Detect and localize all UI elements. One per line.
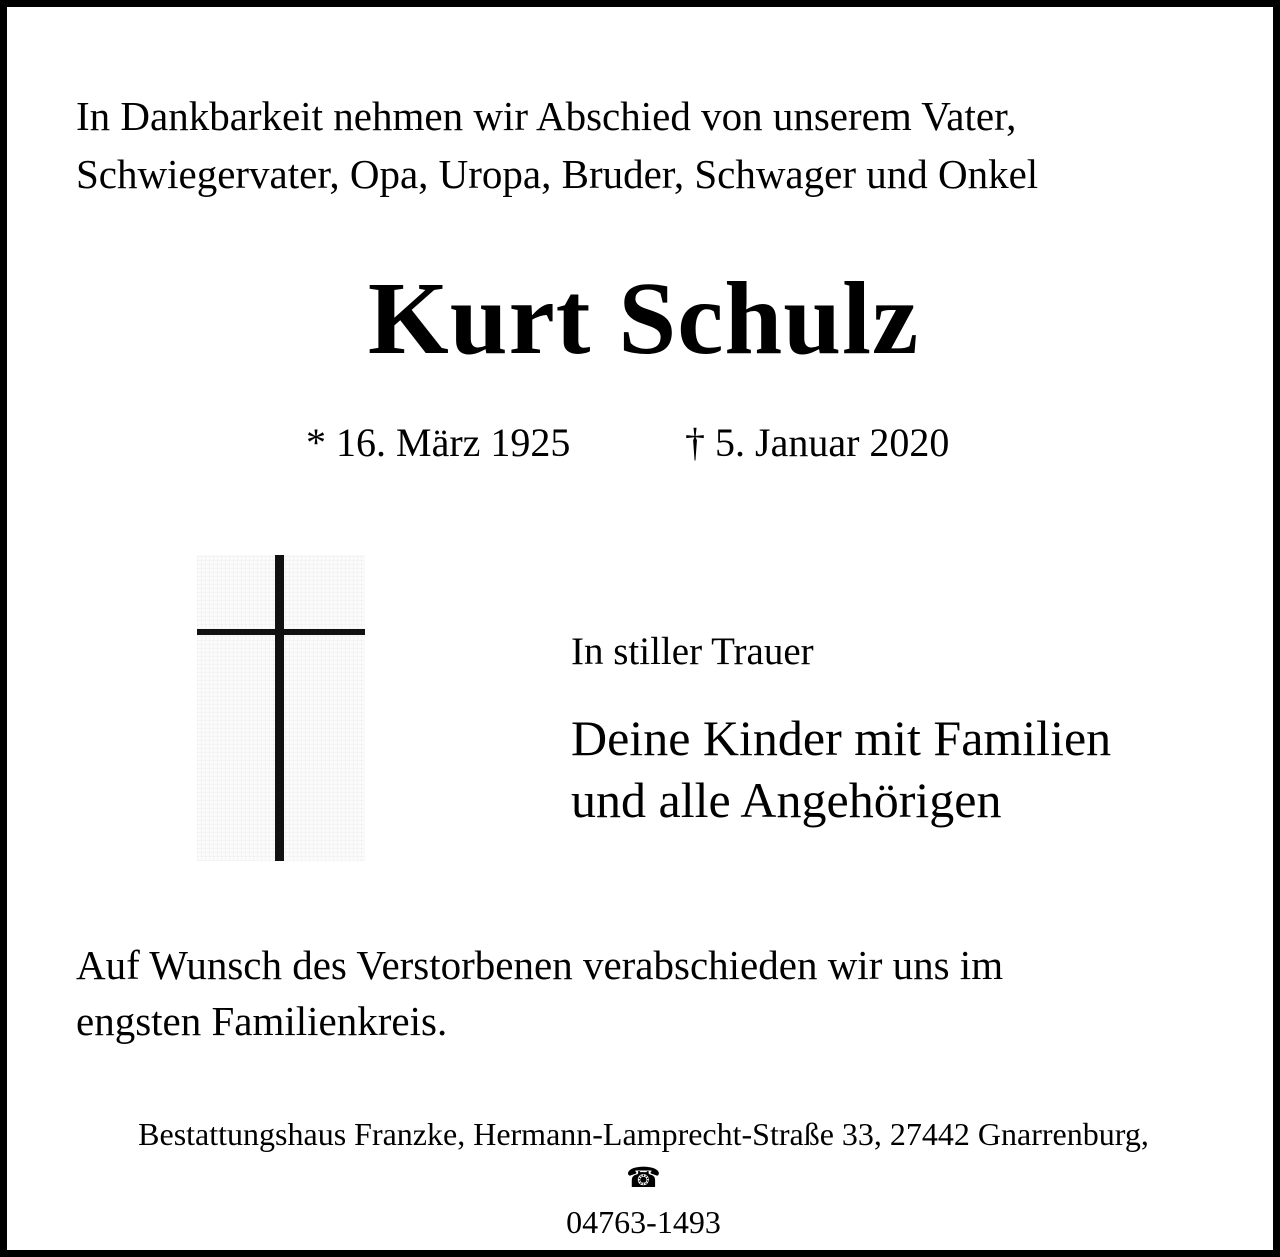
wish-line-2: engsten Familienkreis. bbox=[76, 998, 448, 1044]
mourners-list bbox=[571, 707, 1111, 831]
mourning-intro: In stiller Trauer bbox=[571, 630, 814, 673]
funeral-home-address: Bestattungshaus Franzke, Hermann-Lamprecht-Straße 33, 27442 Gnarrenburg, bbox=[138, 1116, 1149, 1152]
death-date: † 5. Januar 2020 bbox=[685, 420, 950, 465]
cross-vertical-bar bbox=[275, 555, 284, 861]
intro-line-1: In Dankbarkeit nehmen wir Abschied von unserem Vater, bbox=[76, 93, 1017, 139]
funeral-home-info bbox=[7, 1112, 1280, 1244]
farewell-wish bbox=[76, 937, 1226, 1049]
wish-line-1: Auf Wunsch des Verstorbenen verabschieden wir uns im bbox=[76, 942, 1004, 988]
intro-line-2: Schwiegervater, Opa, Uropa, Bruder, Schwager und Onkel bbox=[76, 151, 1039, 197]
mourners-line-1: Deine Kinder mit Familien bbox=[571, 710, 1112, 766]
cross-icon bbox=[197, 555, 365, 861]
intro-text bbox=[76, 87, 1226, 203]
phone-icon: ☎ bbox=[626, 1161, 661, 1194]
mourners-line-2: und alle Angehörigen bbox=[571, 772, 1002, 828]
funeral-home-phone-line bbox=[7, 1156, 1280, 1244]
birth-date: * 16. März 1925 bbox=[306, 420, 571, 465]
funeral-home-phone: 04763-1493 bbox=[566, 1204, 721, 1240]
cross-horizontal-bar bbox=[197, 629, 365, 635]
deceased-name: Kurt Schulz bbox=[367, 261, 920, 376]
